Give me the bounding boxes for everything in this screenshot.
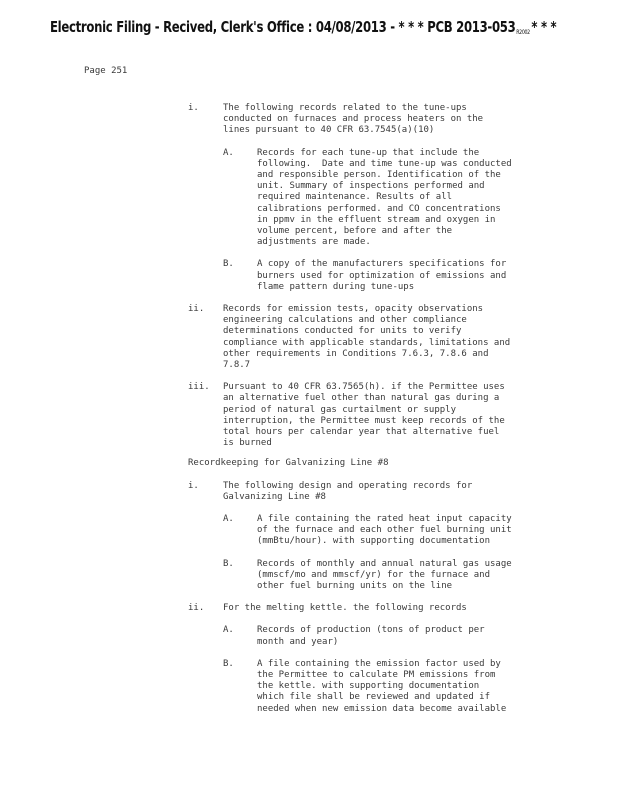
filing-stamp-tail: * * * <box>531 18 557 36</box>
item-text-line: 7.8.7 <box>223 360 251 370</box>
section-heading: Recordkeeping for Galvanizing Line #8 <box>188 458 389 469</box>
item-number: ii. <box>188 304 205 314</box>
item-text-line: conducted on furnaces and process heaters on the <box>223 114 484 125</box>
subitem-text-line: month and year) <box>257 636 339 647</box>
subitem-text-line: (mmBtu/hour). with supporting documentation <box>257 536 490 547</box>
subitem-letter: B. <box>223 558 234 569</box>
subitem-text-line: of the furnace and each other fuel burning unit <box>257 525 512 536</box>
subitem-text-line: adjustments are made. <box>257 237 371 248</box>
item-number: ii. <box>188 603 205 614</box>
subitem-text-line: in ppmv in the effluent stream and oxygen in <box>257 214 496 225</box>
item-text-line: compliance with applicable standards, limitations and <box>223 337 511 348</box>
item-text-line: Records for emission tests, opacity observations <box>223 304 484 314</box>
subitem-text-line: required maintenance. Results of all <box>257 192 453 203</box>
subitem-text-line: volume percent, before and after the <box>257 226 453 236</box>
subitem-letter: A. <box>223 147 234 158</box>
item-text-line: interruption, the Permittee must keep records of the <box>223 415 505 426</box>
item-text-line: lines pursuant to 40 CFR 63.7545(a)(10) <box>223 125 435 136</box>
item-text-line: determinations conducted for units to verify <box>223 326 462 337</box>
subitem-text-line: flame pattern during tune-ups <box>257 281 415 292</box>
item-text-line: other requirements in Conditions 7.6.3, 7.8.6 and <box>223 348 489 359</box>
filing-stamp <box>50 18 557 36</box>
item-text-line: total hours per calendar year that alternative fuel <box>223 427 500 437</box>
item-number: i. <box>188 103 199 113</box>
subitem-text-line: needed when new emission data become available <box>257 703 507 714</box>
subitem-text-line: other fuel burning units on the line <box>257 581 453 591</box>
subitem-text-line: which file shall be reviewed and updated if <box>257 692 490 703</box>
filing-stamp-text: Electronic Filing - Recived, Clerk's Office : 04/08/2013 - * * * PCB 2013-053 <box>50 18 516 36</box>
subitem-text-line: burners used for optimization of emissions and <box>257 270 507 281</box>
item-text-line: is burned <box>223 438 272 449</box>
subitem-text-line: Records for each tune-up that include the <box>257 147 480 158</box>
item-text-line: The following records related to the tune-ups <box>223 103 467 113</box>
page-label: Page 251 <box>84 66 128 76</box>
subitem-text-line: and responsible person. Identification of the <box>257 170 501 180</box>
item-text-line: period of natural gas curtailment or supply <box>223 404 456 415</box>
subitem-text-line: A file containing the rated heat input capacity <box>257 514 512 524</box>
item-text-line: Galvanizing Line #8 <box>223 491 326 502</box>
subitem-text-line: calibrations performed. and CO concentrations <box>257 203 501 214</box>
subitem-text-line: unit. Summary of inspections performed and <box>257 181 485 192</box>
filing-stamp-mark: R2002 <box>516 29 530 36</box>
subitem-text-line: the Permittee to calculate PM emissions from <box>257 670 496 680</box>
subitem-text-line: following. Date and time tune-up was conducted <box>257 158 512 169</box>
item-text-line: an alternative fuel other than natural gas during a <box>223 393 500 404</box>
item-text-line: engineering calculations and other compliance <box>223 315 467 326</box>
subitem-text-line: A file containing the emission factor used by <box>257 658 501 669</box>
item-text-line: For the melting kettle. the following records <box>223 603 467 614</box>
subitem-text-line: Records of monthly and annual natural gas usage <box>257 558 512 569</box>
subitem-text-line: (mmscf/mo and mmscf/yr) for the furnace and <box>257 569 490 580</box>
subitem-text-line: Records of production (tons of product per <box>257 625 485 636</box>
item-number: iii. <box>188 382 210 393</box>
item-text-line: Pursuant to 40 CFR 63.7565(h). if the Permittee uses <box>223 382 505 393</box>
item-number: i. <box>188 480 199 491</box>
item-text-line: The following design and operating records for <box>223 480 473 491</box>
subitem-letter: B. <box>223 259 234 270</box>
subitem-letter: A. <box>223 625 234 636</box>
subitem-letter: A. <box>223 514 234 524</box>
subitem-letter: B. <box>223 658 234 669</box>
subitem-text-line: A copy of the manufacturers specifications for <box>257 259 507 270</box>
subitem-text-line: the kettle. with supporting documentation <box>257 681 480 692</box>
